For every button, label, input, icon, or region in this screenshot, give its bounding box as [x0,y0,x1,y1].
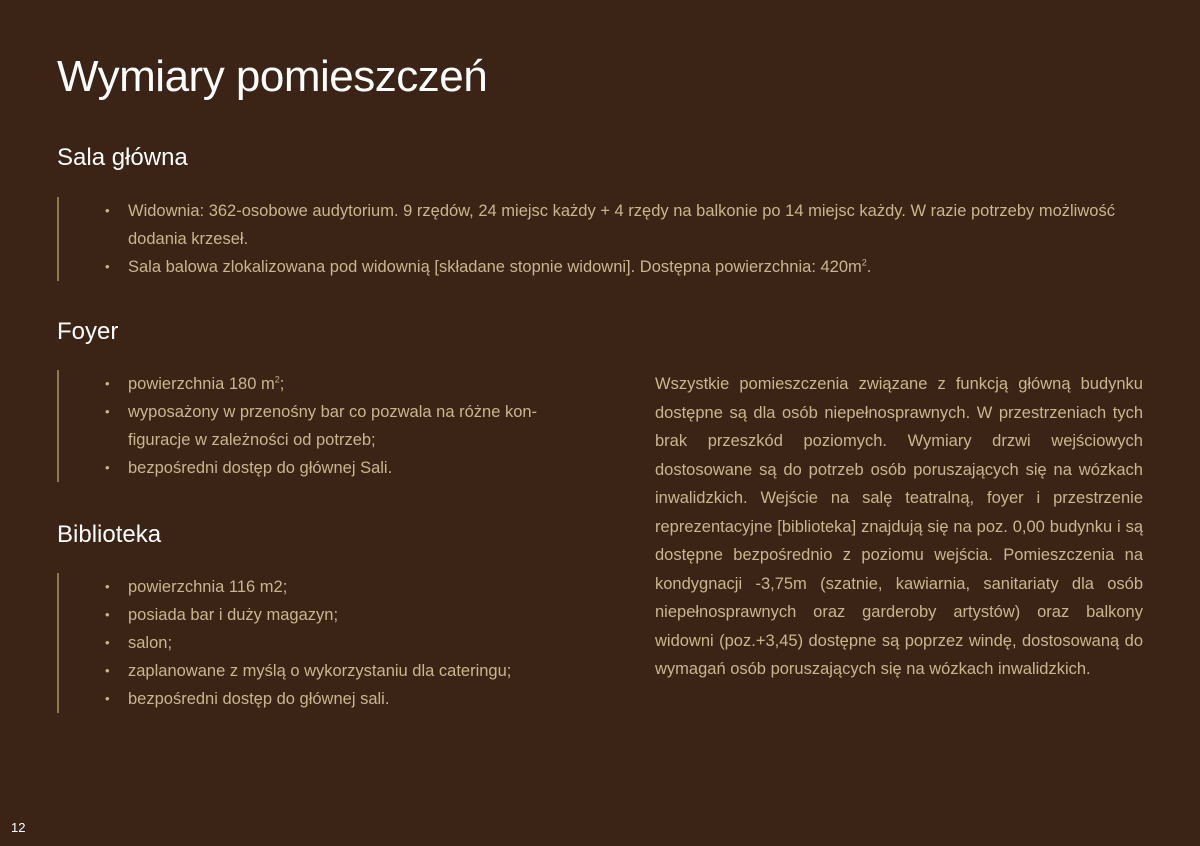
list-item [59,685,599,713]
section-title-biblioteka: Biblioteka [57,521,162,548]
list-item-text: zaplanowane z myślą o wykorzystaniu dla cateringu; [128,662,512,680]
section-title-foyer: Foyer [57,318,119,345]
list-item [59,370,599,398]
list-item [59,657,599,685]
biblioteka-list [59,573,599,713]
list-item-text: bezpośredni dostęp do głównej sali. [128,690,390,708]
list-item-text: powierzchnia 180 m [128,375,275,393]
list-item [59,629,599,657]
list-item-text: posiada bar i duży magazyn; [128,606,339,624]
list-item [59,253,1149,281]
page-title: Wymiary pomieszczeń [57,52,488,101]
list-item-text: powierzchnia 116 m2; [128,578,288,596]
superscript: 2 [861,257,867,268]
list-item-text-end: . [866,258,872,276]
foyer-list [59,370,599,482]
list-item-text: wyposażony w przenośny bar co pozwala na różne kon-figuracje w zależności od potrzeb; [128,403,538,449]
list-item [59,197,1149,253]
list-item [59,454,599,482]
list-item-text: salon; [128,634,173,652]
accessibility-paragraph: Wszystkie pomieszczenia związane z funkcją główną budynku dostępne są dla osób niepełnosprawnych. W przestrzeniach tych brak przeszkód poziomych. Wymiary drzwi wejściowych dostosowane są do potrzeb osób poruszających się na wózkach inwalidzkich. Wejście na salę teatralną, foyer i przestrzenie reprezentacyjne [biblioteka] znajdują się na poz. 0,00 budynku i są dostępne bezpośrednio z poziomu wejścia. Pomieszczenia na kondygnacji -3,75m (szatnie, kawiarnia, sanitariaty dla osób niepełnosprawnych oraz garderoby artystów) oraz balkony widowni (poz.+3,45) dostępne są poprzez windę, dostosowaną do wymagań osób poruszających się na wózkach inwalidzkich. [655,375,1143,678]
list-item [59,398,599,454]
sala-glowna-list [59,197,1149,281]
foyer-list-block [57,370,599,482]
section-title-sala-glowna: Sala główna [57,144,188,171]
list-item-text: Sala balowa zlokalizowana pod widownią [składane stopnie widowni]. Dostępna powierzchnia: 420m [128,258,862,276]
sala-glowna-list-block [57,197,1149,281]
superscript: 2 [274,374,280,385]
page-number: 12 [11,820,26,835]
list-item [59,573,599,601]
list-item-text: Widownia: 362-osobowe audytorium. 9 rzędów, 24 miejsc każdy + 4 rzędy na balkonie po 14 miejsc każdy. W razie potrzeby możliwość dodania krzeseł. [128,202,1115,248]
list-item-text-end: ; [279,375,285,393]
list-item [59,601,599,629]
biblioteka-list-block [57,573,599,713]
list-item-text: bezpośredni dostęp do głównej Sali. [128,459,393,477]
